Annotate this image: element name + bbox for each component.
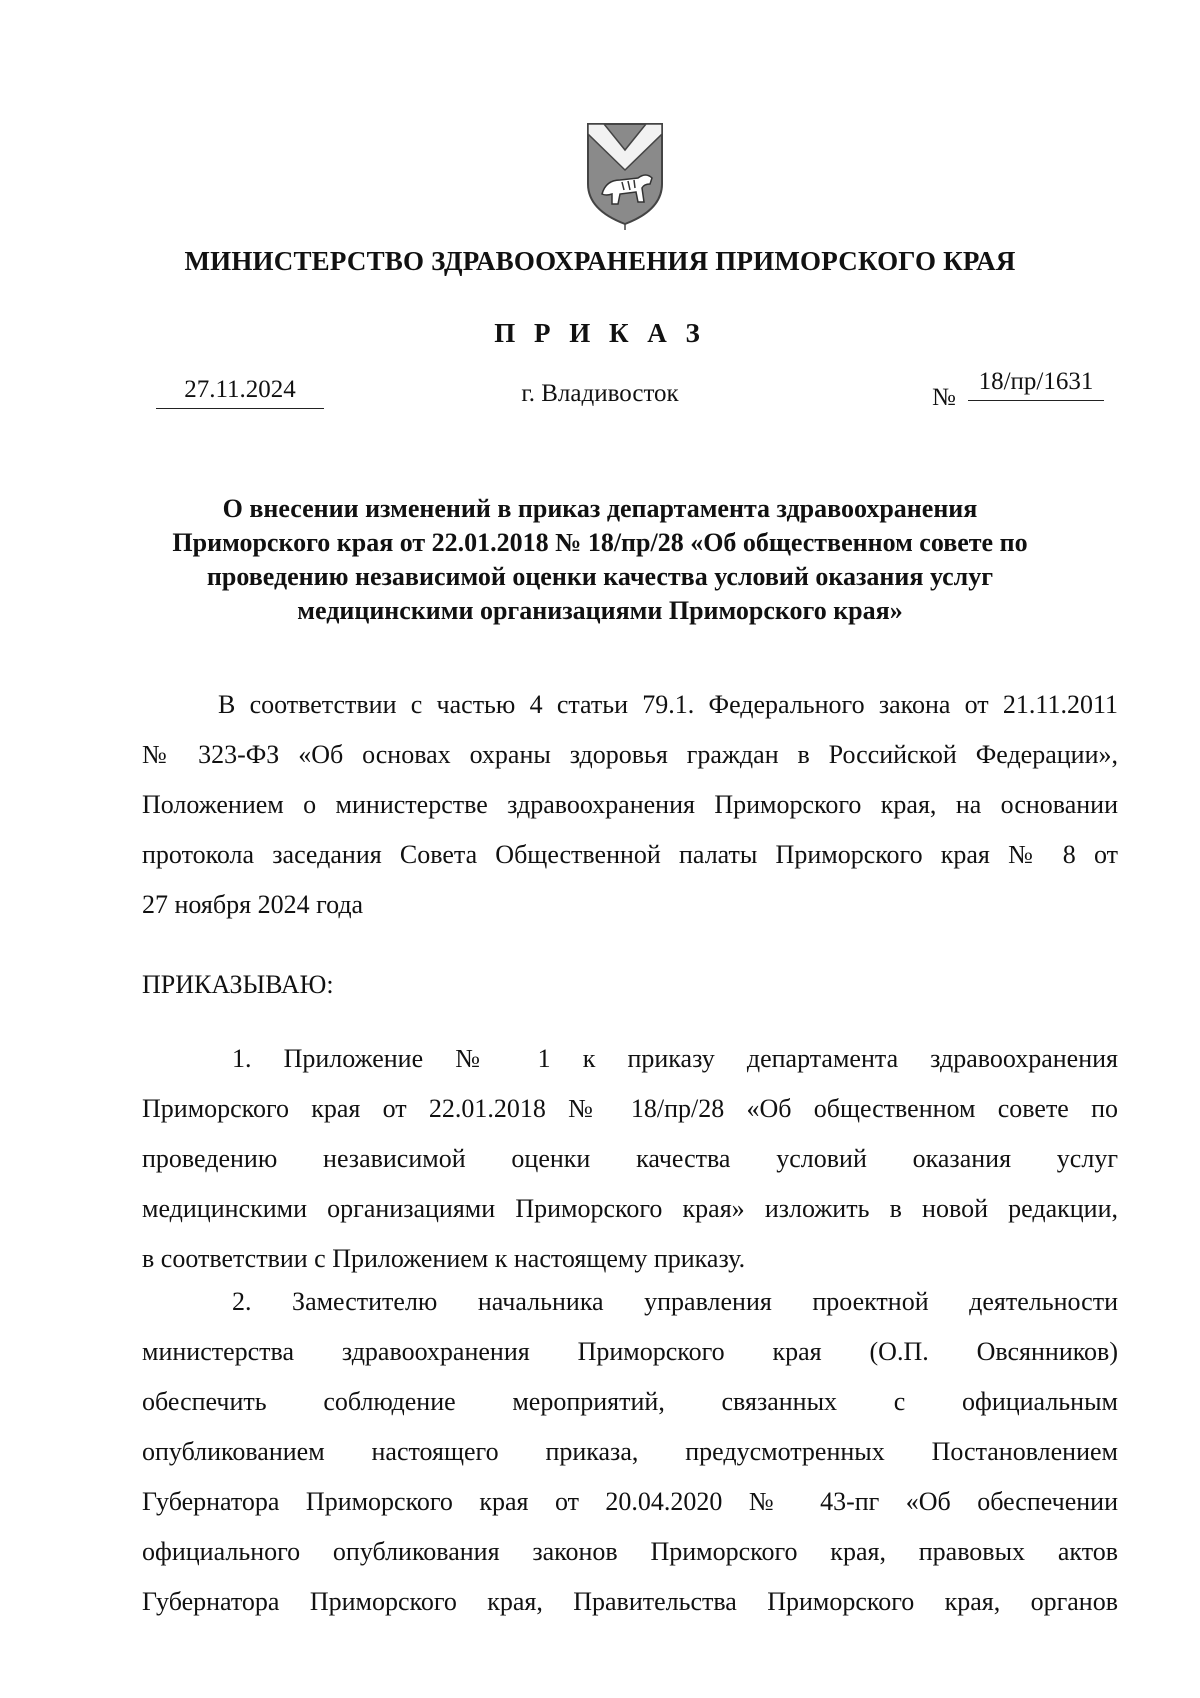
document-heading: [140, 492, 1060, 628]
paragraph-line: 27 ноября 2024 года: [142, 890, 364, 919]
paragraph-line: протокола заседания Совета Общественной палаты Приморского края № 8 от: [142, 840, 1118, 869]
paragraph-line: обеспечить соблюдение мероприятий, связанных с официальным: [142, 1387, 1118, 1416]
document-city: г. Владивосток: [521, 380, 679, 407]
paragraph-line: В соответствии с частью 4 статьи 79.1. Федерального закона от 21.11.2011: [218, 690, 1118, 719]
paragraph-line: Положением о министерстве здравоохранения Приморского края, на основании: [142, 790, 1118, 819]
paragraph-line: 1. Приложение № 1 к приказу департамента здравоохранения: [232, 1044, 1118, 1073]
paragraph-line: проведению независимой оценки качества условий оказания услуг: [142, 1144, 1118, 1173]
item-2-paragraph: [142, 1277, 1118, 1627]
heading-line: медицинскими организациями Приморского края»: [297, 596, 903, 625]
paragraph-line: Губернатора Приморского края, Правительства Приморского края, органов: [142, 1587, 1118, 1616]
paragraph-line: Губернатора Приморского края от 20.04.2020 № 43-пг «Об обеспечении: [142, 1487, 1118, 1516]
heading-line: Приморского края от 22.01.2018 № 18/пр/28 «Об общественном совете по: [172, 528, 1028, 557]
paragraph-line: медицинскими организациями Приморского края» изложить в новой редакции,: [142, 1194, 1118, 1223]
item-1-paragraph: [142, 1034, 1118, 1284]
paragraph-line: официального опубликования законов Приморского края, правовых актов: [142, 1537, 1118, 1566]
paragraph-line: № 323-ФЗ «Об основах охраны здоровья граждан в Российской Федерации»,: [142, 740, 1118, 769]
heading-line: О внесении изменений в приказ департамента здравоохранения: [222, 494, 978, 523]
document-number: 18/пр/1631: [968, 368, 1104, 401]
heading-line: проведению независимой оценки качества условий оказания услуг: [206, 562, 994, 591]
document-type: П Р И К А З: [494, 318, 706, 348]
number-sign: №: [932, 384, 956, 411]
paragraph-line: в соответствии с Приложением к настоящему приказу.: [142, 1244, 746, 1273]
coat-of-arms-icon: [580, 118, 670, 230]
document-date: 27.11.2024: [156, 376, 324, 409]
paragraph-line: опубликованием настоящего приказа, предусмотренных Постановлением: [142, 1437, 1118, 1466]
order-word: ПРИКАЗЫВАЮ:: [142, 970, 334, 999]
paragraph-line: Приморского края от 22.01.2018 № 18/пр/28 «Об общественном совете по: [142, 1094, 1118, 1123]
preamble-paragraph: [142, 680, 1118, 930]
paragraph-line: 2. Заместителю начальника управления проектной деятельности: [232, 1287, 1118, 1316]
paragraph-line: министерства здравоохранения Приморского края (О.П. Овсянников): [142, 1337, 1118, 1366]
ministry-title: МИНИСТЕРСТВО ЗДРАВООХРАНЕНИЯ ПРИМОРСКОГО КРАЯ: [184, 246, 1016, 276]
